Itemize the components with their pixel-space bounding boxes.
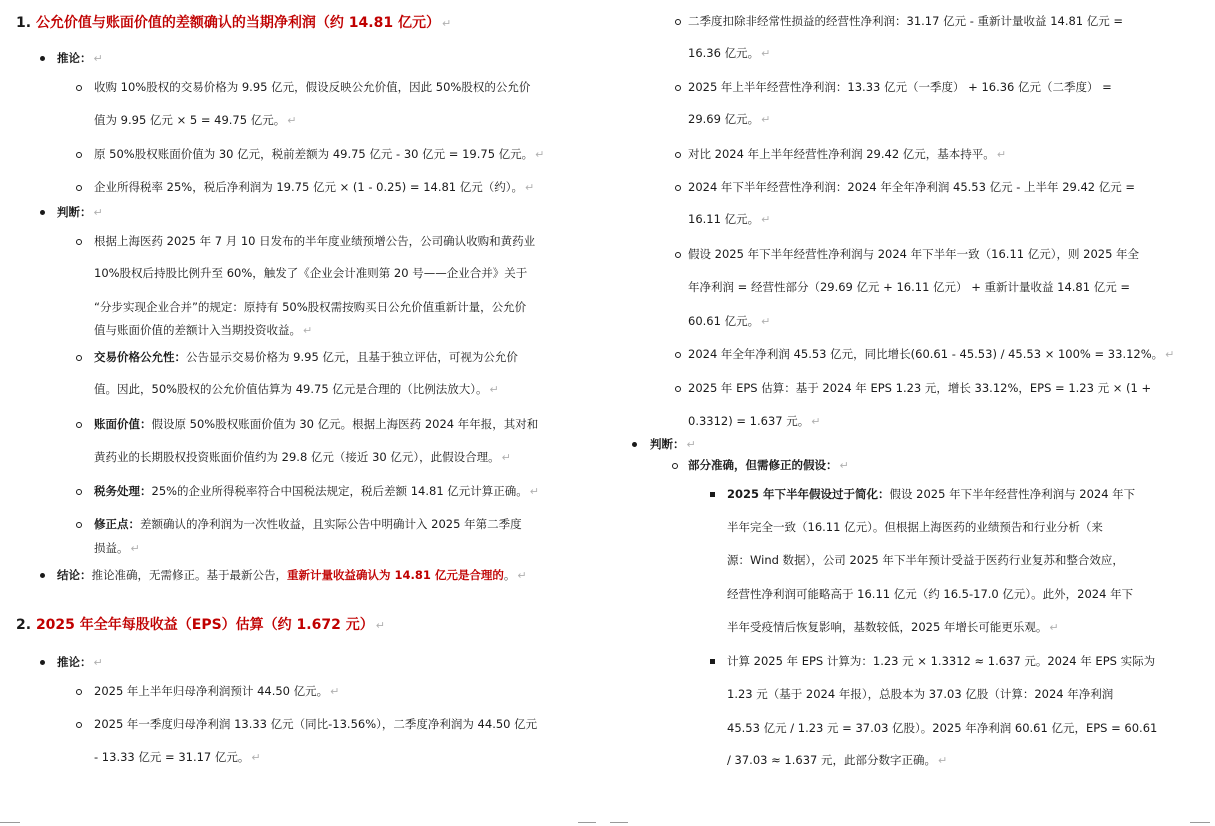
s2-inference-label: 推论： ↵ (57, 655, 103, 669)
paragraph-mark: ↵ (441, 17, 452, 30)
page-corner-mark (1190, 822, 1210, 823)
s2-right-7-line1: 2025 年 EPS 估算：基于 2024 年 EPS 1.23 元，增长 33.12%，EPS = 1.23 元 × (1 + (688, 381, 1152, 395)
sub-bullet-circle (675, 152, 681, 158)
bullet-dot (40, 573, 45, 578)
sub-bullet-circle (76, 185, 82, 191)
s1-conclusion: 结论：推论准确，无需修正。基于最新公告，重新计量收益确认为 14.81 亿元是合理的。 ↵ (57, 568, 527, 582)
s2-sq1-line3: 源：Wind 数据），公司 2025 年下半年预计受益于医药行业复苏和整合效应， (727, 553, 1124, 567)
s2-judgment-label: 判断： ↵ (650, 437, 696, 451)
s1-judg-3-line1: 税务处理：25%的企业所得税率符合中国税法规定，税后差额 14.81 亿元计算正确。 ↵ (94, 484, 540, 498)
s2-sq2-line3: 45.53 亿元 / 1.23 元 = 37.03 亿股）。2025 年净利润 60.61 亿元，EPS = 60.61 (727, 721, 1158, 735)
sub-bullet-circle (76, 522, 82, 528)
s2-right-5-line3: 60.61 亿元。 ↵ (688, 314, 771, 328)
s2-sq1-line4: 经营性净利润可能略高于 16.11 亿元（约 16.5-17.0 亿元）。此外，2024 年下 (727, 587, 1134, 601)
bullet-dot (40, 56, 45, 61)
section1-title: 公允价值与账面价值的差额确认的当期净利润（约 14.81 亿元） (35, 15, 440, 31)
s2-sq1-line1: 2025 年下半年假设过于简化：假设 2025 年下半年经营性净利润与 2024 年下 (727, 487, 1136, 501)
sub-bullet-circle (76, 85, 82, 91)
page-corner-mark (610, 822, 628, 823)
sub-bullet-circle (672, 463, 678, 469)
s2-sq2-line2: 1.23 元（基于 2024 年报），总股本为 37.03 亿股（计算：2024 年净利润 (727, 687, 1114, 701)
s2-right-4-line1: 2024 年下半年经营性净利润：2024 年全年净利润 45.53 亿元 - 上半年 29.42 亿元 = (688, 180, 1136, 194)
s1-judg-intro-line4: 值与账面价值的差额计入当期投资收益。 ↵ (94, 323, 313, 337)
sub-bullet-circle (675, 352, 681, 358)
bullet-dot (40, 660, 45, 665)
s2-left-2-line2: - 13.33 亿元 = 31.17 亿元。 ↵ (94, 750, 261, 764)
s1-judg-intro-line2: 10%股权后持股比例升至 60%，触发了《企业会计准则第 20 号——企业合并》关于 (94, 266, 528, 280)
sub-bullet-circle (675, 19, 681, 25)
bullet-dot (40, 210, 45, 215)
s1-judg-4-line2: 损益。 ↵ (94, 541, 140, 555)
s1-judg-2-line1: 账面价值：假设原 50%股权账面价值为 30 亿元。根据上海医药 2024 年年报，其对和 (94, 417, 539, 431)
s1-judgment-label: 判断： ↵ (57, 205, 103, 219)
s2-right-6: 2024 年全年净利润 45.53 亿元，同比增长(60.61 - 45.53) / 45.53 × 100% = 33.12%。 ↵ (688, 347, 1175, 361)
sub-bullet-circle (76, 722, 82, 728)
sub-bullet-circle (675, 252, 681, 258)
bullet-dot (632, 442, 637, 447)
s1-inf-1-line1: 收购 10%股权的交易价格为 9.95 亿元，假设反映公允价值，因此 50%股权的公允价 (94, 80, 531, 94)
s1-judg-1-line1: 交易价格公允性：公告显示交易价格为 9.95 亿元，且基于独立评估，可视为公允价 (94, 350, 518, 364)
section2-number: 2. (16, 617, 32, 633)
sub-bullet-circle (675, 85, 681, 91)
page-corner-mark (0, 822, 20, 823)
s2-right-5-line2: 年净利润 = 经营性部分（29.69 亿元 + 16.11 亿元） + 重新计量收益 14.81 亿元 = (688, 280, 1131, 294)
section1-number: 1. (16, 15, 32, 31)
s2-right-1-line2: 16.36 亿元。 ↵ (688, 46, 771, 60)
sub-bullet-circle (76, 355, 82, 361)
s2-partial-label: 部分准确，但需修正的假设： ↵ (688, 458, 849, 472)
s1-inf-2-line1: 原 50%股权账面价值为 30 亿元，税前差额为 49.75 亿元 - 30 亿元 = 19.75 亿元。 ↵ (94, 147, 545, 161)
s1-judg-4-line1: 修正点：差额确认的净利润为一次性收益，且实际公告中明确计入 2025 年第二季度 (94, 517, 522, 531)
s1-judg-intro-line3: “分步实现企业合并”的规定：原持有 50%股权需按购买日公允价值重新计量，公允价 (94, 300, 527, 314)
s2-sq2-line4: / 37.03 ≈ 1.637 元，此部分数字正确。 ↵ (727, 753, 948, 767)
sub-bullet-circle (76, 239, 82, 245)
section2-heading: 2. 2025 年全年每股收益（EPS）估算（约 1.672 元） ↵ (16, 617, 385, 633)
sub-bullet-circle (76, 422, 82, 428)
s2-sq1-line5: 半年受疫情后恢复影响，基数较低，2025 年增长可能更乐观。 ↵ (727, 620, 1059, 634)
s2-right-3: 对比 2024 年上半年经营性净利润 29.42 亿元，基本持平。 ↵ (688, 147, 1007, 161)
sub-bullet-circle (675, 386, 681, 392)
s2-right-2-line2: 29.69 亿元。 ↵ (688, 112, 771, 126)
sub-bullet-circle (76, 689, 82, 695)
s1-inf-3-line1: 企业所得税率 25%，税后净利润为 19.75 亿元 × (1 - 0.25) = 14.81 亿元（约）。 ↵ (94, 180, 535, 194)
sub-bullet-circle (76, 489, 82, 495)
s2-right-7-line2: 0.3312) = 1.637 元。 ↵ (688, 414, 821, 428)
sub-bullet-square (710, 492, 715, 497)
s2-right-2-line1: 2025 年上半年经营性净利润：13.33 亿元（一季度） + 16.36 亿元（二季度） = (688, 80, 1112, 94)
sub-bullet-square (710, 659, 715, 664)
section2-title: 2025 年全年每股收益（EPS）估算（约 1.672 元） (35, 617, 374, 633)
s2-right-1-line1: 二季度扣除非经常性损益的经营性净利润：31.17 亿元 - 重新计量收益 14.81 亿元 = (688, 14, 1124, 28)
sub-bullet-circle (675, 185, 681, 191)
s2-right-4-line2: 16.11 亿元。 ↵ (688, 212, 771, 226)
s1-judg-1-line2: 值。因此，50%股权的公允价值估算为 49.75 亿元是合理的（比例法放大）。 ↵ (94, 382, 499, 396)
s1-inf-1-line2: 值为 9.95 亿元 × 5 = 49.75 亿元。 ↵ (94, 113, 297, 127)
s1-judg-2-line2: 黄药业的长期股权投资账面价值约为 29.8 亿元（接近 30 亿元），此假设合理。 ↵ (94, 450, 511, 464)
section1-heading (16, 12, 451, 32)
s2-sq2-line1: 计算 2025 年 EPS 计算为：1.23 元 × 1.3312 ≈ 1.637 元。2024 年 EPS 实际为 (727, 654, 1156, 668)
sub-bullet-circle (76, 152, 82, 158)
s2-right-5-line1: 假设 2025 年下半年经营性净利润与 2024 年下半年一致（16.11 亿元），则 2025 年全 (688, 247, 1140, 261)
s2-sq1-line2: 半年完全一致（16.11 亿元）。但根据上海医药的业绩预告和行业分析（来 (727, 520, 1103, 534)
page-corner-mark (578, 822, 596, 823)
s2-left-1: 2025 年上半年归母净利润预计 44.50 亿元。 ↵ (94, 684, 340, 698)
s2-left-2-line1: 2025 年一季度归母净利润 13.33 亿元（同比-13.56%），二季度净利润为 44.50 亿元 (94, 717, 538, 731)
s1-judg-intro-line1: 根据上海医药 2025 年 7 月 10 日发布的半年度业绩预增公告，公司确认收购和黄药业 (94, 234, 536, 248)
s1-inference-label: 推论： ↵ (57, 51, 103, 65)
